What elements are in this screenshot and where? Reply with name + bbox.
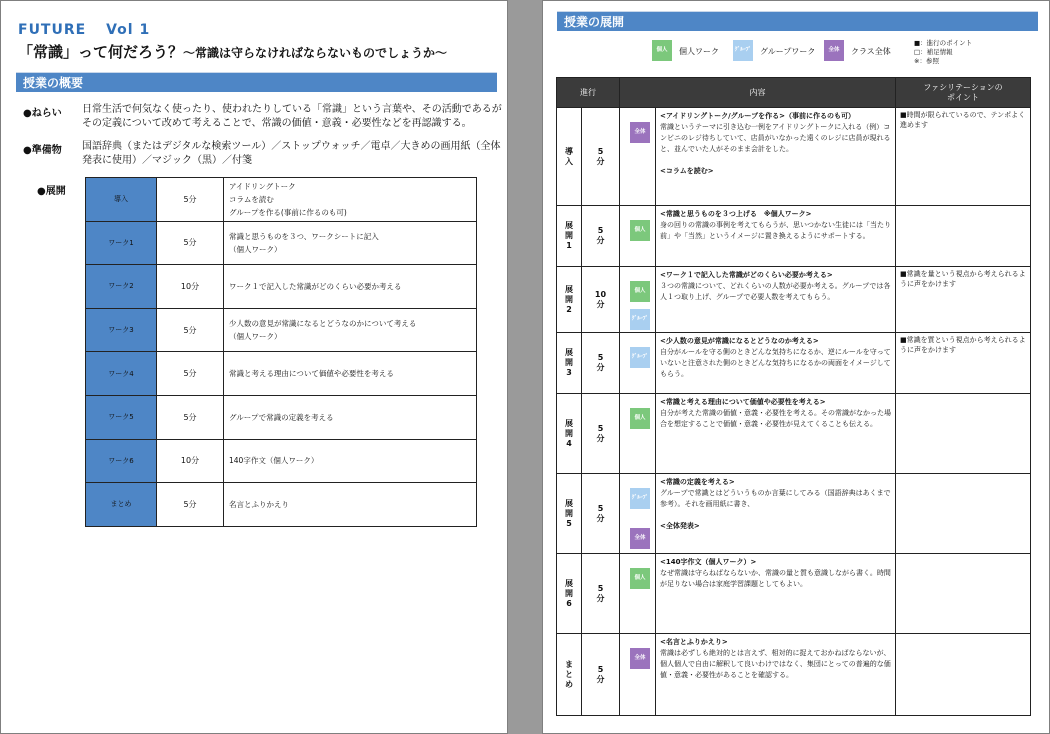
overview-step-line: アイドリングトーク xyxy=(229,181,296,191)
overview-step-description xyxy=(224,395,477,439)
overview-step-description xyxy=(224,265,477,309)
work-type-chip: 全体 xyxy=(630,648,650,669)
legend-group-text: グループワーク xyxy=(760,47,816,56)
overview-step-description xyxy=(224,483,477,527)
overview-step-line: 少人数の意見が常識になるとどうなのかについて考える xyxy=(229,319,417,329)
overview-row xyxy=(86,352,477,396)
overview-step-minutes: 5分 xyxy=(157,395,224,439)
overview-step-description xyxy=(224,178,477,222)
overview-step-line: （個人ワーク） xyxy=(229,244,282,254)
flow-stage: 展 開 1 xyxy=(557,206,582,267)
page-flow xyxy=(542,0,1050,734)
flow-work-type xyxy=(620,554,656,634)
flow-time: 5 分 xyxy=(582,394,620,474)
flow-work-type xyxy=(620,108,656,206)
overview-step-name: ワーク5 xyxy=(86,395,157,439)
work-type-chip: 個人 xyxy=(630,568,650,589)
work-type-chip: ｸﾞﾙｰﾌﾟ xyxy=(630,309,650,330)
legend-individual-chip: 個人 xyxy=(652,40,672,61)
overview-step-minutes: 5分 xyxy=(157,178,224,222)
overview-step-line: 140字作文（個人ワーク） xyxy=(229,456,319,466)
flow-facilitation-point: ■常識を量という視点から考えられるように声をかけます xyxy=(896,267,1031,333)
note-line: □：補足情報 xyxy=(914,48,953,56)
work-type-chip: 個人 xyxy=(630,281,650,302)
legend-individual-text: 個人ワーク xyxy=(679,47,719,56)
flow-content-line: ３つの常識について、どれくらいの人数が必要か考える。グループでは各人１つ取り上げ、グループで必要人数を考えてもらう。 xyxy=(660,282,891,301)
work-type-chip: 全体 xyxy=(630,528,650,549)
flow-stage: 展 開 2 xyxy=(557,267,582,333)
flow-stage: 展 開 6 xyxy=(557,554,582,634)
lesson-title-sub: ～常識は守らなければならないものでしょうか～ xyxy=(183,46,448,60)
tenkai-label: ●展開 xyxy=(37,186,66,197)
aim-text: 日常生活で何気なく使ったり、使われたりしている「常識」という言葉や、その活動であるがその定義について改めて考えることで、常識の価値・意義・必要性などを再認識する。 xyxy=(82,104,502,129)
overview-step-line: 名言とふりかえり xyxy=(229,499,289,509)
overview-row xyxy=(86,483,477,527)
overview-step-line: コラムを読む xyxy=(229,194,274,204)
flow-work-type xyxy=(620,333,656,394)
symbol-notes xyxy=(914,39,972,66)
overview-row xyxy=(86,308,477,352)
overview-step-line: グループで常識の定義を考える xyxy=(229,412,334,422)
header-content: 内容 xyxy=(620,78,896,108)
overview-step-description xyxy=(224,439,477,483)
flow-content xyxy=(656,474,896,554)
flow-content xyxy=(656,267,896,333)
flow-work-type xyxy=(620,206,656,267)
flow-time: 5 分 xyxy=(582,108,620,206)
legend-class-text: クラス全体 xyxy=(851,47,891,56)
flow-work-type xyxy=(620,634,656,716)
header-progress: 進行 xyxy=(557,78,620,108)
lesson-title xyxy=(18,41,447,62)
flow-row xyxy=(557,267,1031,333)
overview-step-minutes: 10分 xyxy=(157,439,224,483)
flow-time: 5 分 xyxy=(582,206,620,267)
flow-row xyxy=(557,554,1031,634)
volume-number: Vol 1 xyxy=(106,22,151,38)
flow-work-type xyxy=(620,267,656,333)
overview-step-name: ワーク1 xyxy=(86,221,157,265)
work-type-chip: 個人 xyxy=(630,220,650,241)
overview-step-line: ワーク１で記入した常識がどのくらい必要か考える xyxy=(229,281,402,291)
flow-row xyxy=(557,333,1031,394)
series-title xyxy=(18,22,164,38)
flow-content-line: <全体発表> xyxy=(660,522,700,530)
flow-content-line: 自分がルールを守る側のときどんな気持ちになるか、逆にルールを守っていないと注意された側のときどんな気持ちになるかの両面をイメージしてもらう。 xyxy=(660,348,891,378)
flow-table xyxy=(556,77,1031,716)
lesson-title-main: 「常識」って何だろう？ xyxy=(18,43,184,61)
section-overview-bar: 授業の概要 xyxy=(16,72,497,92)
flow-content-line: <コラムを読む> xyxy=(660,167,714,175)
flow-content-line: <常識と考える理由について価値や必要性を考える> xyxy=(660,398,826,406)
overview-row xyxy=(86,395,477,439)
header-point: ファシリテーションの ポイント xyxy=(896,78,1031,108)
overview-step-name: 導入 xyxy=(86,178,157,222)
flow-content xyxy=(656,108,896,206)
flow-content-line xyxy=(660,510,891,521)
flow-content-line: <アイドリングトーク/グループを作る>（事前に作るのも可） xyxy=(660,112,855,120)
legend-class-chip: 全体 xyxy=(824,40,844,61)
flow-row xyxy=(557,108,1031,206)
overview-step-description xyxy=(224,352,477,396)
flow-stage: 導 入 xyxy=(557,108,582,206)
flow-content-line xyxy=(660,155,891,166)
flow-row xyxy=(557,634,1031,716)
flow-time: 5 分 xyxy=(582,634,620,716)
flow-content-line: 常識というテーマに引き込む一例をアイドリングトークに入れる（例）コンビニのレジ待ちしていて、店員がいなかった遠くのレジに店員が現れると、並んでいた人がそのまま会計をした。 xyxy=(660,123,891,153)
flow-time: 10 分 xyxy=(582,267,620,333)
work-type-chip: ｸﾞﾙｰﾌﾟ xyxy=(630,488,650,509)
overview-row xyxy=(86,178,477,222)
flow-content-line: <常識と思うものを３つ上げる ※個人ワーク> xyxy=(660,210,812,218)
flow-facilitation-point xyxy=(896,206,1031,267)
flow-content-line: <ワーク１で記入した常識がどのくらい必要か考える> xyxy=(660,271,833,279)
overview-step-minutes: 5分 xyxy=(157,483,224,527)
flow-row xyxy=(557,474,1031,554)
flow-content-line: 身の回りの常識の事例を考えてもらうが、思いつかない生徒には「当たり前」や「当然」というイメージに置き換えるようにサポートする。 xyxy=(660,221,891,240)
flow-content xyxy=(656,554,896,634)
prep-text: 国語辞典（またはデジタルな検索ツール）／ストップウォッチ／電卓／大きめの画用紙（全体発表に使用）／マジック（黒）／付箋 xyxy=(82,141,501,166)
flow-facilitation-point xyxy=(896,394,1031,474)
page-overview xyxy=(0,0,508,734)
work-type-chip: ｸﾞﾙｰﾌﾟ xyxy=(630,347,650,368)
flow-content xyxy=(656,206,896,267)
flow-content-line: <名言とふりかえり> xyxy=(660,638,728,646)
legend-group-chip: ｸﾞﾙｰﾌﾟ xyxy=(733,40,753,61)
flow-content xyxy=(656,394,896,474)
overview-step-name: ワーク3 xyxy=(86,308,157,352)
overview-step-line: グループを作る(事前に作るのも可) xyxy=(229,207,347,217)
overview-step-line: （個人ワーク） xyxy=(229,332,282,342)
overview-step-minutes: 5分 xyxy=(157,221,224,265)
overview-step-minutes: 5分 xyxy=(157,308,224,352)
flow-row xyxy=(557,206,1031,267)
flow-stage: 展 開 3 xyxy=(557,333,582,394)
flow-content-line: 自分が考えた常識の価値・意義・必要性を考える。その常識がなかった場合を想定することで価値・意義・必要性が見えてくることも伝える。 xyxy=(660,409,891,428)
note-line: ■：進行のポイント xyxy=(914,39,973,47)
overview-step-name: ワーク2 xyxy=(86,265,157,309)
overview-step-line: 常識と考える理由について価値や必要性を考える xyxy=(229,369,394,379)
aim-label: ●ねらい xyxy=(23,108,62,119)
flow-work-type xyxy=(620,474,656,554)
flow-facilitation-point xyxy=(896,554,1031,634)
flow-content-line: なぜ常識は守らねばならないか、常識の量と質も意識しながら書く。時間が足りない場合は家庭学習課題としてもよい。 xyxy=(660,569,891,588)
flow-row xyxy=(557,394,1031,474)
overview-step-minutes: 5分 xyxy=(157,352,224,396)
flow-stage: ま と め xyxy=(557,634,582,716)
section-flow-bar: 授業の展開 xyxy=(557,11,1038,31)
flow-facilitation-point xyxy=(896,634,1031,716)
flow-content-line: <常識の定義を考える> xyxy=(660,478,735,486)
flow-time: 5 分 xyxy=(582,554,620,634)
flow-content xyxy=(656,634,896,716)
overview-step-minutes: 10分 xyxy=(157,265,224,309)
work-type-chip: 個人 xyxy=(630,408,650,429)
prep-label: ●準備物 xyxy=(23,145,62,156)
flow-time: 5 分 xyxy=(582,333,620,394)
flow-facilitation-point: ■常識を質という視点から考えられるように声をかけます xyxy=(896,333,1031,394)
series-name: FUTURE xyxy=(18,22,87,38)
overview-step-name: まとめ xyxy=(86,483,157,527)
overview-step-name: ワーク4 xyxy=(86,352,157,396)
flow-content-line: <140字作文（個人ワーク）> xyxy=(660,558,757,566)
work-type-chip: 全体 xyxy=(630,122,650,143)
overview-row xyxy=(86,221,477,265)
flow-facilitation-point xyxy=(896,474,1031,554)
flow-stage: 展 開 5 xyxy=(557,474,582,554)
overview-step-description xyxy=(224,221,477,265)
overview-step-name: ワーク6 xyxy=(86,439,157,483)
flow-stage: 展 開 4 xyxy=(557,394,582,474)
flow-content-line: <少人数の意見が常識になるとどうなのか考える> xyxy=(660,337,819,345)
overview-step-line: 常識と思うものを３つ、ワークシートに記入 xyxy=(229,231,379,241)
flow-content-line: グループで常識とはどういうものか言葉にしてみる（国語辞典はあくまで参考）。それを画用紙に書き、 xyxy=(660,489,891,508)
overview-table xyxy=(85,177,477,527)
flow-content xyxy=(656,333,896,394)
note-line: ※：参照 xyxy=(914,57,939,65)
flow-content-line: 常識は必ずしも絶対的とは言えず、相対的に捉えておかねばならないが、個人個人で自由に解釈して良いわけではなく、集団にとっての普遍的な価値・意義・必要性があることを確認する。 xyxy=(660,649,891,679)
flow-work-type xyxy=(620,394,656,474)
overview-step-description xyxy=(224,308,477,352)
flow-facilitation-point: ■時間が限られているので、テンポよく進めます xyxy=(896,108,1031,206)
flow-time: 5 分 xyxy=(582,474,620,554)
overview-row xyxy=(86,439,477,483)
overview-row xyxy=(86,265,477,309)
